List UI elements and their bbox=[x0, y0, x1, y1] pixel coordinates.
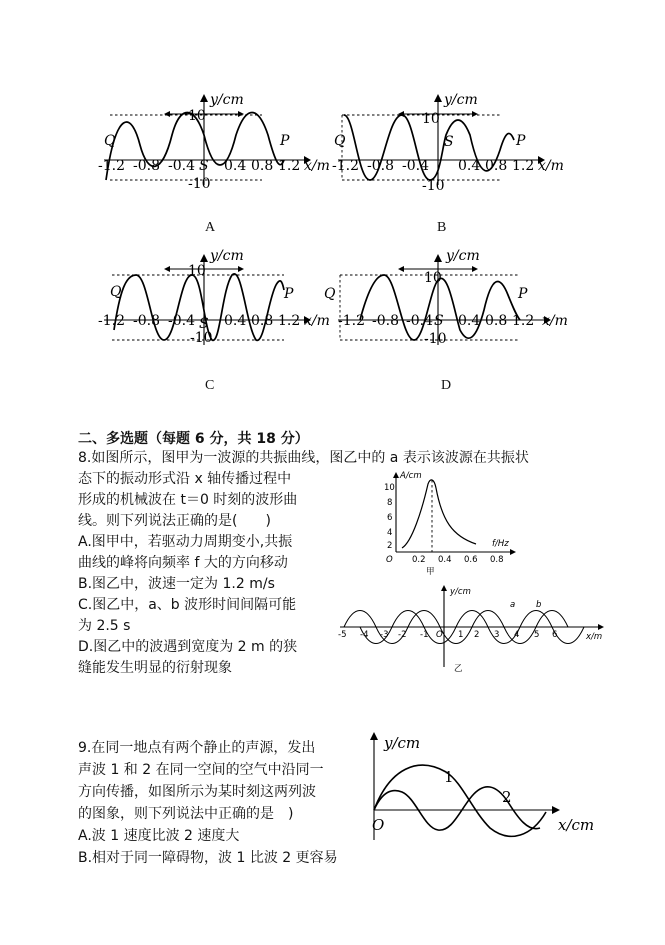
q9-option-b: B.相对于同一障碍物，波 1 比波 2 更容易 bbox=[78, 850, 338, 866]
point-p: P bbox=[518, 286, 528, 302]
x-tick: -5 bbox=[338, 630, 347, 640]
x-tick: 4 bbox=[514, 630, 520, 640]
figure-caption: 甲 bbox=[426, 567, 435, 577]
x-tick: -1.2 bbox=[332, 158, 359, 174]
y-axis-label: y/cm bbox=[210, 248, 244, 264]
x-tick: 0.4 bbox=[458, 313, 481, 329]
x-tick: -2 bbox=[398, 630, 407, 640]
wave-2 bbox=[374, 787, 540, 830]
q8-line: 曲线的峰将向频率 f 大的方向移动 bbox=[78, 555, 288, 571]
x-axis-label: f/Hz bbox=[492, 539, 509, 549]
x-axis-label: x/m bbox=[304, 158, 330, 174]
x-tick: -0.8 bbox=[367, 158, 394, 174]
x-tick: 0.8 bbox=[485, 313, 508, 329]
x-tick: -0.8 bbox=[133, 158, 160, 174]
q8-line: 线。则下列说法正确的是( ) bbox=[78, 513, 271, 529]
x-tick: 0.8 bbox=[490, 555, 504, 565]
point-q: Q bbox=[110, 284, 122, 300]
x-tick: -1.2 bbox=[338, 313, 365, 329]
x-tick: 0.8 bbox=[251, 313, 274, 329]
x-tick: 0.4 bbox=[224, 313, 247, 329]
point-s: S bbox=[434, 313, 444, 329]
y-tick-bottom: -10 bbox=[424, 331, 447, 347]
x-tick: 5 bbox=[534, 630, 540, 640]
point-s: S bbox=[199, 316, 209, 332]
y-tick-bottom: -10 bbox=[188, 176, 211, 192]
x-axis-label: x/cm bbox=[558, 816, 595, 834]
x-tick: -0.8 bbox=[133, 313, 160, 329]
wave-2-label: 2 bbox=[502, 788, 512, 806]
wave-1-label: 1 bbox=[444, 768, 454, 786]
x-axis-label: x/m bbox=[538, 158, 564, 174]
y-tick-top: 10 bbox=[424, 270, 442, 286]
x-tick: 3 bbox=[494, 630, 500, 640]
option-letter-a: A bbox=[205, 220, 216, 235]
q9-option-a: A.波 1 速度比波 2 速度大 bbox=[78, 828, 240, 844]
option-letter-d: D bbox=[441, 378, 452, 393]
section-title: 二、多选题（每题 6 分，共 18 分） bbox=[78, 431, 309, 447]
x-tick: -1 bbox=[420, 630, 429, 640]
option-letter-b: B bbox=[437, 220, 447, 235]
y-axis-label: y/cm bbox=[384, 734, 421, 752]
x-tick: 1.2 bbox=[512, 313, 535, 329]
q8-option-c: C.图乙中，a、b 波形时间间隔可能 bbox=[78, 597, 297, 613]
x-tick: 0.8 bbox=[485, 158, 508, 174]
x-tick: 1.2 bbox=[278, 313, 301, 329]
y-axis-label: y/cm bbox=[210, 92, 244, 108]
q9-line: 方向传播，如图所示为某时刻这两列波 bbox=[78, 784, 316, 800]
figure-caption: 乙 bbox=[454, 664, 463, 674]
q8-option-a: A.图甲中，若驱动力周期变小,共振 bbox=[78, 534, 293, 550]
option-letter-c: C bbox=[205, 378, 215, 393]
y-tick: 4 bbox=[387, 528, 393, 538]
option-figure-b bbox=[330, 90, 570, 194]
question-9-text bbox=[78, 737, 338, 869]
origin-label: O bbox=[372, 816, 385, 834]
y-axis-label: y/cm bbox=[450, 587, 471, 597]
point-q: Q bbox=[324, 286, 336, 302]
x-tick: 0.2 bbox=[412, 555, 426, 565]
option-figure-d bbox=[320, 250, 570, 350]
q8-line: 为 2.5 s bbox=[78, 618, 131, 634]
x-axis-label: x/m bbox=[542, 313, 568, 329]
y-tick: 2 bbox=[387, 541, 393, 551]
x-tick: 0.4 bbox=[438, 555, 452, 565]
x-axis-label: x/m bbox=[586, 632, 603, 642]
x-tick: 0.8 bbox=[251, 158, 274, 174]
figure-jia-resonance-curve bbox=[382, 470, 522, 575]
x-tick: -3 bbox=[380, 630, 389, 640]
q8-line: 缝能发生明显的衍射现象 bbox=[78, 660, 232, 676]
x-tick: 0.4 bbox=[458, 158, 481, 174]
point-p: P bbox=[284, 286, 294, 302]
origin-label: O bbox=[386, 555, 393, 565]
y-tick-top: 10 bbox=[188, 108, 206, 124]
point-s: S bbox=[199, 158, 209, 174]
x-tick: -4 bbox=[360, 630, 369, 640]
x-tick: -0.4 bbox=[406, 313, 433, 329]
x-tick: -1.2 bbox=[98, 158, 125, 174]
q8-line: 8.如图所示，图甲为一波源的共振曲线，图乙中的 a 表示该波源在共振状 bbox=[78, 450, 529, 466]
x-tick: -1.2 bbox=[98, 313, 125, 329]
x-tick: 1.2 bbox=[278, 158, 301, 174]
y-tick-bottom: -10 bbox=[190, 330, 213, 346]
x-tick: -0.4 bbox=[168, 313, 195, 329]
point-p: P bbox=[280, 133, 290, 149]
q9-line: 9.在同一地点有两个静止的声源，发出 bbox=[78, 740, 316, 756]
point-p: P bbox=[516, 133, 526, 149]
point-s: S bbox=[444, 134, 454, 150]
x-tick: 1 bbox=[458, 630, 464, 640]
q9-line: 声波 1 和 2 在同一空间的空气中沿同一 bbox=[78, 762, 324, 778]
resonance-curve bbox=[402, 480, 476, 548]
option-figure-c bbox=[96, 250, 336, 350]
x-tick: -0.8 bbox=[372, 313, 399, 329]
x-tick: -0.4 bbox=[402, 158, 429, 174]
y-tick: 10 bbox=[384, 483, 395, 493]
wave-a-label: a bbox=[510, 600, 516, 610]
y-axis-label: y/cm bbox=[444, 92, 478, 108]
point-q: Q bbox=[104, 133, 116, 149]
wave-1 bbox=[374, 765, 546, 836]
y-axis-label: A/cm bbox=[400, 471, 422, 481]
option-figure-a bbox=[96, 90, 336, 190]
y-tick: 8 bbox=[387, 498, 393, 508]
y-tick-top: 10 bbox=[422, 111, 440, 127]
x-tick: 6 bbox=[552, 630, 558, 640]
figure-q9-waves bbox=[362, 728, 612, 846]
x-tick: 0.4 bbox=[224, 158, 247, 174]
figure-yi-waves bbox=[336, 585, 606, 675]
x-axis-label: x/m bbox=[304, 313, 330, 329]
q8-line: 形成的机械波在 t＝0 时刻的波形曲 bbox=[78, 492, 298, 508]
origin-label: O bbox=[436, 630, 443, 640]
point-q: Q bbox=[334, 133, 346, 149]
q9-line: 的图象，则下列说法中正确的是 ) bbox=[78, 806, 294, 822]
x-tick: 1.2 bbox=[512, 158, 535, 174]
x-tick: 0.6 bbox=[464, 555, 478, 565]
wave-b-label: b bbox=[536, 600, 542, 610]
x-tick: 2 bbox=[474, 630, 480, 640]
q8-option-d: D.图乙中的波遇到宽度为 2 m 的狭 bbox=[78, 639, 298, 655]
y-tick: 6 bbox=[387, 513, 393, 523]
q8-line: 态下的振动形式沿 x 轴传播过程中 bbox=[78, 471, 292, 487]
y-axis-label: y/cm bbox=[446, 248, 480, 264]
y-tick-top: 10 bbox=[188, 263, 206, 279]
q8-option-b: B.图乙中，波速一定为 1.2 m/s bbox=[78, 576, 275, 592]
x-tick: -0.4 bbox=[168, 158, 195, 174]
y-tick-bottom: -10 bbox=[422, 178, 445, 194]
